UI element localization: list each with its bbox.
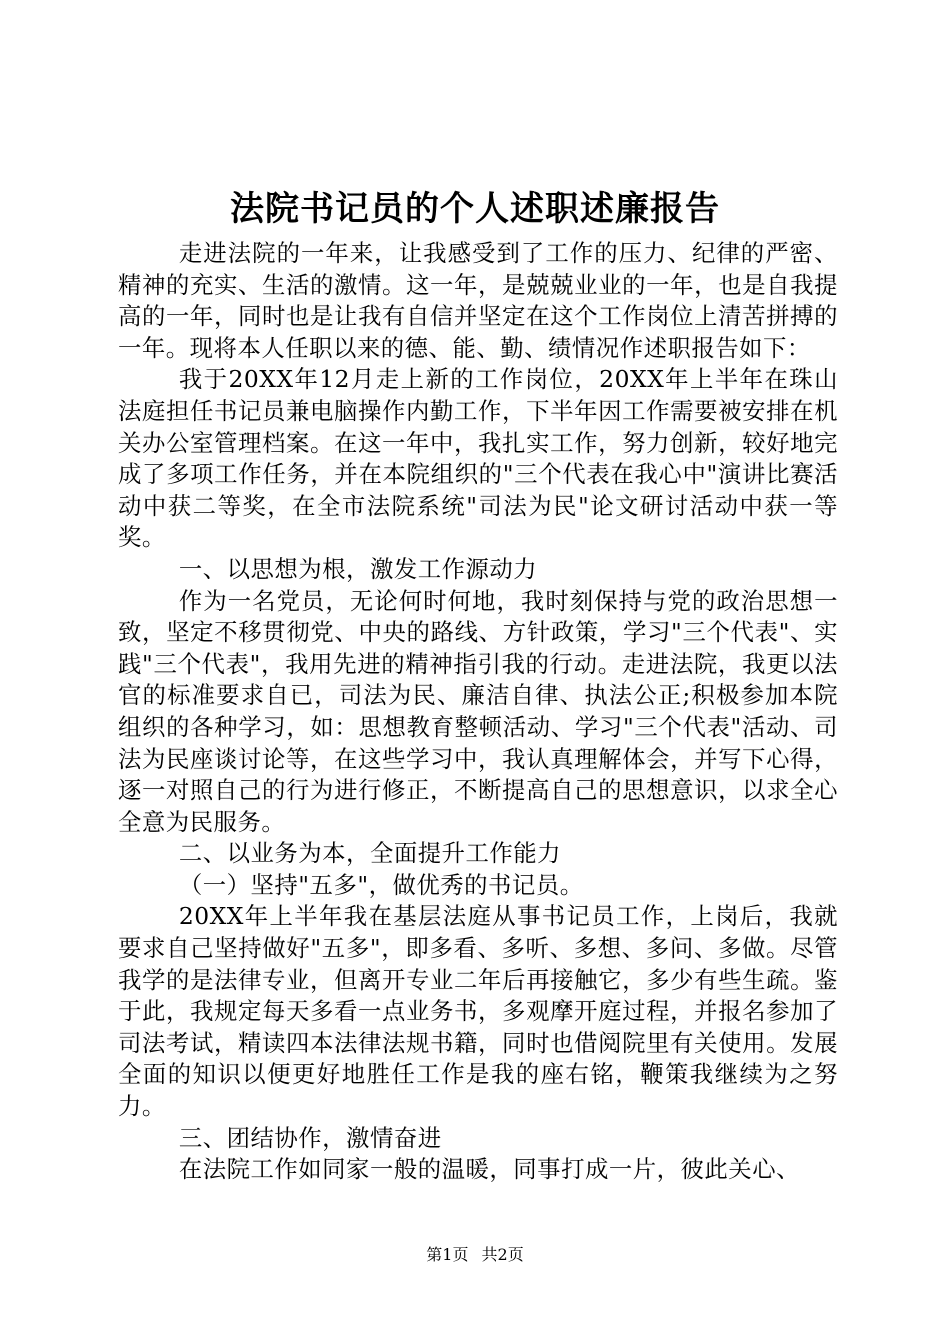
paragraph-section-2-1: 20XX年上半年我在基层法庭从事书记员工作，上岗后，我就要求自己坚持做好"五多"，即多看、多听、多想、多问、多做。尽管我学的是法律专业，但离开专业二年后再接触它，多少有些生疏。鉴于此，我规定每天多看一点业务书，多观摩开庭过程，并报名参加了司法考试，精读四本法律法规书籍，同时也借阅院里有关使用。发展全面的知识以便更好地胜任工作是我的座右铭，鞭策我继续为之努力。 — [118, 902, 838, 1121]
page-total: 共2页 — [481, 1245, 524, 1264]
section-heading-3: 三、团结协作，激情奋进 — [178, 1123, 442, 1152]
section-heading-2: 二、以业务为本，全面提升工作能力 — [178, 839, 562, 868]
page-number: 第1页 — [426, 1245, 469, 1264]
paragraph-intro: 走进法院的一年来，让我感受到了工作的压力、纪律的严密、精神的充实、生活的激情。这一年，是兢兢业业的一年，也是自我提高的一年，同时也是让我有自信并坚定在这个工作岗位上清苦拼搏的一年。现将本人任职以来的德、能、勤、绩情况作述职报告如下： — [118, 239, 838, 362]
subsection-heading-2-1: （一）坚持"五多"，做优秀的书记员。 — [178, 870, 584, 899]
document-title: 法院书记员的个人述职述廉报告 — [230, 189, 720, 229]
paragraph-background: 我于20XX年12月走上新的工作岗位，20XX年上半年在珠山法庭担任书记员兼电脑操作内勤工作，下半年因工作需要被安排在机关办公室管理档案。在这一年中，我扎实工作，努力创新，较好地完成了多项工作任务，并在本院组织的"三个代表在我心中"演讲比赛活动中获二等奖，在全市法院系统"司法为民"论文研讨活动中获一等奖。 — [118, 365, 838, 552]
paragraph-section-1: 作为一名党员，无论何时何地，我时刻保持与党的政治思想一致，坚定不移贯彻党、中央的路线、方针政策，学习"三个代表"、实践"三个代表"，我用先进的精神指引我的行动。走进法院，我更以法官的标准要求自已，司法为民、廉洁自律、执法公正;积极参加本院组织的各种学习，如：思想教育整顿活动、学习"三个代表"活动、司法为民座谈讨论等，在这些学习中，我认真理解体会，并写下心得，逐一对照自己的行为进行修正，不断提高自己的思想意识，以求全心全意为民服务。 — [118, 586, 838, 836]
paragraph-section-3: 在法院工作如同家一般的温暖，同事打成一片，彼此关心、 — [178, 1155, 800, 1184]
page-footer — [0, 1244, 950, 1266]
document-body — [118, 238, 838, 1186]
section-heading-1: 一、以思想为根，激发工作源动力 — [178, 554, 538, 583]
